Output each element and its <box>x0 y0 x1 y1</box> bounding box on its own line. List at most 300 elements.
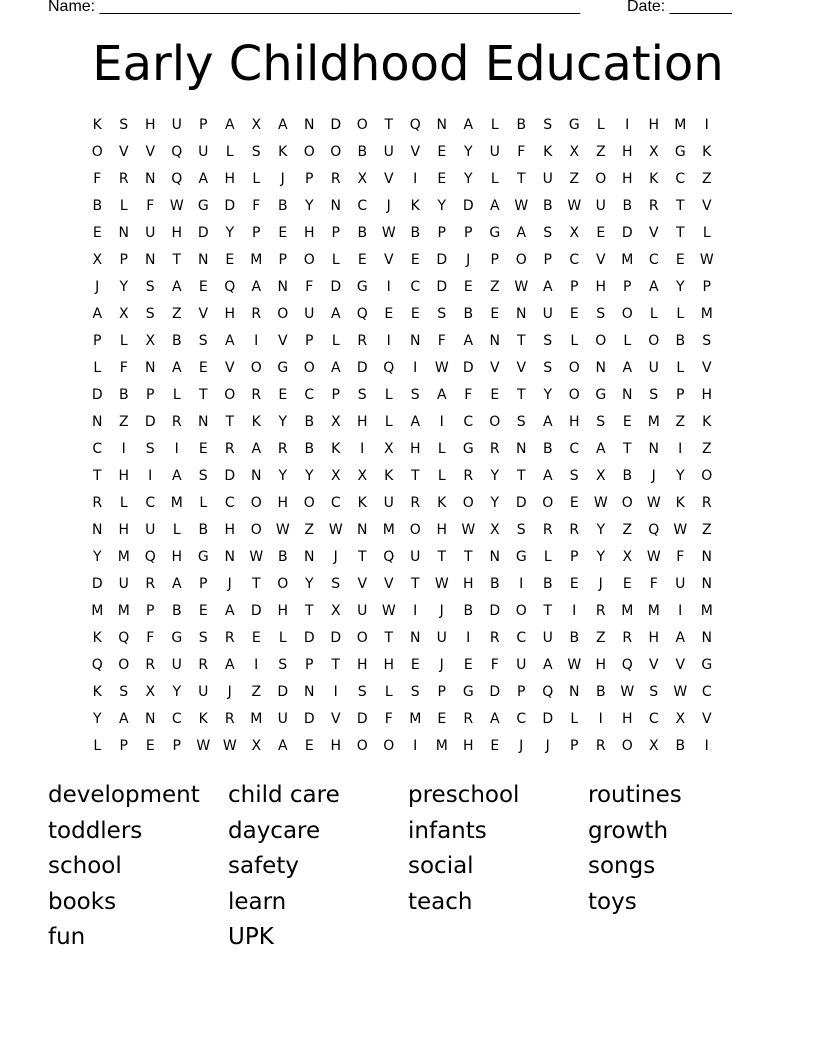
word-item: preschool <box>408 782 520 808</box>
grid-letter: N <box>516 306 527 322</box>
grid-letter: P <box>490 252 499 268</box>
grid-letter: D <box>197 225 209 241</box>
grid-letter: S <box>251 144 261 160</box>
grid-letter: I <box>254 657 259 673</box>
grid-letter: I <box>254 333 259 349</box>
word-item: books <box>48 888 117 915</box>
grid-letter: Z <box>304 522 315 538</box>
grid-letter: M <box>170 495 183 511</box>
grid-letter: D <box>144 414 156 430</box>
grid-letter: R <box>251 306 262 322</box>
grid-letter: M <box>382 522 395 538</box>
grid-letter: P <box>623 279 632 295</box>
grid-letter: E <box>92 225 102 241</box>
grid-letter: I <box>360 441 365 457</box>
grid-letter: G <box>674 144 686 160</box>
grid-letter: C <box>516 630 527 646</box>
name-field-label: Name: ______________________________________________________ <box>48 0 581 15</box>
grid-letter: I <box>333 684 338 700</box>
grid-letter: I <box>148 468 153 484</box>
grid-letter: S <box>649 684 659 700</box>
grid-letter: Q <box>383 549 395 565</box>
grid-letter: S <box>437 306 447 322</box>
grid-letter: Z <box>701 441 712 457</box>
grid-letter: H <box>462 738 474 754</box>
grid-letter: D <box>356 711 368 727</box>
grid-letter: U <box>304 306 315 322</box>
word-item: teach <box>408 888 473 915</box>
grid-letter: I <box>413 603 418 619</box>
grid-letter: W <box>249 549 264 565</box>
grid-letter: D <box>91 387 103 403</box>
grid-letter: W <box>275 522 290 538</box>
word-item: daycare <box>228 817 321 844</box>
grid-letter: H <box>303 225 315 241</box>
grid-letter: D <box>542 711 554 727</box>
grid-letter: U <box>542 306 553 322</box>
grid-letter: Y <box>172 684 182 700</box>
grid-letter: Q <box>171 144 183 160</box>
grid-letter: E <box>198 441 208 457</box>
grid-letter: T <box>225 414 235 430</box>
grid-letter: J <box>280 171 285 187</box>
grid-letter: E <box>225 252 235 268</box>
grid-letter: T <box>543 603 553 619</box>
grid-letter: I <box>598 711 603 727</box>
grid-letter: R <box>463 711 474 727</box>
grid-letter: A <box>463 333 474 349</box>
grid-letter: L <box>623 333 632 349</box>
grid-letter: O <box>621 738 633 754</box>
grid-letter: O <box>568 387 580 403</box>
word-item: child care <box>228 782 340 808</box>
grid-letter: H <box>436 522 448 538</box>
grid-letter: L <box>676 306 685 322</box>
grid-letter: P <box>119 738 128 754</box>
page-title: Early Childhood Education <box>92 36 724 92</box>
grid-letter: V <box>516 360 527 376</box>
grid-letter: U <box>648 360 659 376</box>
grid-letter: A <box>330 360 341 376</box>
grid-letter: Q <box>91 657 103 673</box>
grid-letter: W <box>699 252 714 268</box>
grid-letter: W <box>328 522 343 538</box>
grid-letter: U <box>357 603 368 619</box>
grid-letter: U <box>145 225 156 241</box>
grid-letter: Z <box>118 414 129 430</box>
grid-letter: K <box>278 144 288 160</box>
grid-letter: W <box>567 198 582 214</box>
grid-letter: H <box>621 171 633 187</box>
grid-letter: B <box>304 414 315 430</box>
grid-letter: N <box>304 549 315 565</box>
grid-letter: J <box>439 603 444 619</box>
grid-letter: O <box>303 360 315 376</box>
grid-letter: U <box>383 495 394 511</box>
grid-letter: F <box>93 171 102 187</box>
grid-letter: L <box>702 225 711 241</box>
grid-letter: V <box>701 711 712 727</box>
grid-letter: A <box>542 657 553 673</box>
grid-letter: W <box>222 738 237 754</box>
grid-letter: D <box>436 252 448 268</box>
grid-letter: L <box>119 198 128 214</box>
grid-letter: E <box>278 225 288 241</box>
grid-letter: G <box>489 225 501 241</box>
word-item: development <box>48 782 200 808</box>
grid-letter: B <box>171 603 182 619</box>
grid-letter: U <box>145 522 156 538</box>
grid-letter: A <box>622 360 633 376</box>
grid-letter: P <box>93 333 102 349</box>
grid-row <box>84 112 720 139</box>
grid-letter: U <box>675 576 686 592</box>
grid-letter: G <box>701 657 713 673</box>
grid-letter: Q <box>409 117 421 133</box>
grid-letter: C <box>330 495 341 511</box>
grid-letter: E <box>622 576 632 592</box>
grid-letter: B <box>277 549 288 565</box>
grid-letter: A <box>171 279 182 295</box>
grid-letter: S <box>145 306 155 322</box>
grid-letter: K <box>331 441 341 457</box>
grid-letter: O <box>515 252 527 268</box>
grid-letter: R <box>251 387 262 403</box>
grid-letter: H <box>224 171 236 187</box>
grid-letter: L <box>490 117 499 133</box>
grid-row <box>84 193 720 220</box>
grid-letter: T <box>304 603 314 619</box>
grid-letter: M <box>700 306 713 322</box>
grid-letter: N <box>145 711 156 727</box>
grid-letter: W <box>646 495 661 511</box>
grid-letter: O <box>568 360 580 376</box>
grid-letter: O <box>515 603 527 619</box>
grid-letter: A <box>516 225 527 241</box>
grid-letter: U <box>542 171 553 187</box>
grid-letter: L <box>437 468 446 484</box>
grid-letter: O <box>621 306 633 322</box>
grid-letter: R <box>330 171 341 187</box>
grid-letter: T <box>516 171 526 187</box>
grid-letter: R <box>198 657 209 673</box>
grid-letter: T <box>675 225 685 241</box>
grid-letter: O <box>224 387 236 403</box>
grid-letter: N <box>357 522 368 538</box>
grid-letter: D <box>436 279 448 295</box>
grid-letter: J <box>598 576 603 592</box>
grid-letter: M <box>117 603 130 619</box>
grid-row <box>84 355 720 382</box>
grid-letter: O <box>383 738 395 754</box>
grid-letter: J <box>545 738 550 754</box>
grid-letter: O <box>621 495 633 511</box>
grid-letter: K <box>357 495 367 511</box>
grid-letter: O <box>277 576 289 592</box>
grid-row <box>84 652 720 679</box>
grid-letter: U <box>171 657 182 673</box>
grid-row <box>84 409 720 436</box>
grid-letter: V <box>145 144 156 160</box>
grid-letter: R <box>145 576 156 592</box>
grid-letter: L <box>596 117 605 133</box>
grid-letter: X <box>145 333 156 349</box>
grid-letter: P <box>570 279 579 295</box>
grid-letter: O <box>356 117 368 133</box>
grid-letter: S <box>569 468 579 484</box>
grid-row <box>84 490 720 517</box>
grid-letter: E <box>410 252 420 268</box>
grid-row <box>84 436 720 463</box>
grid-letter: Y <box>437 198 447 214</box>
grid-letter: M <box>409 711 422 727</box>
grid-letter: K <box>543 144 553 160</box>
grid-letter: X <box>118 306 129 322</box>
grid-letter: R <box>489 441 500 457</box>
grid-letter: Y <box>675 279 685 295</box>
grid-letter: E <box>198 279 208 295</box>
grid-letter: W <box>620 684 635 700</box>
grid-letter: E <box>437 711 447 727</box>
grid-letter: T <box>198 387 208 403</box>
grid-letter: A <box>489 198 500 214</box>
grid-letter: B <box>277 198 288 214</box>
grid-letter: N <box>701 630 712 646</box>
grid-letter: S <box>198 630 208 646</box>
word-item: UPK <box>228 924 274 950</box>
grid-letter: S <box>543 117 553 133</box>
grid-letter: O <box>303 252 315 268</box>
grid-letter: L <box>570 333 579 349</box>
grid-row <box>84 274 720 301</box>
grid-letter: B <box>92 198 103 214</box>
grid-letter: A <box>224 117 235 133</box>
grid-letter: T <box>331 657 341 673</box>
grid-letter: K <box>251 414 261 430</box>
grid-letter: J <box>439 657 444 673</box>
grid-letter: M <box>117 549 130 565</box>
grid-letter: H <box>621 144 633 160</box>
grid-letter: O <box>542 495 554 511</box>
grid-letter: G <box>277 360 289 376</box>
grid-letter: A <box>224 603 235 619</box>
grid-letter: E <box>596 225 606 241</box>
grid-letter: X <box>569 225 580 241</box>
grid-letter: B <box>622 468 633 484</box>
grid-letter: M <box>674 117 687 133</box>
grid-letter: R <box>171 414 182 430</box>
grid-letter: O <box>462 495 474 511</box>
grid-letter: B <box>489 576 500 592</box>
grid-letter: L <box>278 630 287 646</box>
grid-letter: K <box>649 171 659 187</box>
grid-letter: D <box>462 198 474 214</box>
grid-row <box>84 517 720 544</box>
grid-letter: T <box>384 630 394 646</box>
word-item: safety <box>228 853 299 879</box>
date-field-label: Date: _______ <box>627 0 732 15</box>
grid-letter: H <box>595 279 607 295</box>
grid-letter: P <box>702 279 711 295</box>
grid-letter: G <box>356 279 368 295</box>
grid-letter: E <box>622 414 632 430</box>
grid-letter: V <box>198 306 209 322</box>
grid-row <box>84 139 720 166</box>
grid-letter: J <box>227 684 232 700</box>
grid-letter: L <box>437 441 446 457</box>
grid-letter: Z <box>595 144 606 160</box>
grid-letter: F <box>517 144 526 160</box>
grid-letter: S <box>516 522 526 538</box>
grid-letter: E <box>278 387 288 403</box>
grid-letter: V <box>224 360 235 376</box>
grid-letter: U <box>277 711 288 727</box>
grid-letter: N <box>595 360 606 376</box>
grid-letter: N <box>304 684 315 700</box>
grid-letter: V <box>595 252 606 268</box>
grid-letter: Q <box>356 306 368 322</box>
grid-letter: B <box>463 306 474 322</box>
grid-letter: A <box>92 306 103 322</box>
grid-letter: H <box>356 657 368 673</box>
grid-letter: X <box>357 468 368 484</box>
grid-letter: L <box>649 306 658 322</box>
grid-letter: O <box>595 333 607 349</box>
grid-letter: X <box>383 441 394 457</box>
grid-letter: Z <box>622 522 633 538</box>
grid-letter: O <box>250 360 262 376</box>
grid-letter: Y <box>596 549 606 565</box>
grid-letter: S <box>145 441 155 457</box>
grid-letter: J <box>651 468 656 484</box>
grid-letter: Z <box>701 522 712 538</box>
grid-letter: O <box>250 522 262 538</box>
grid-letter: E <box>490 387 500 403</box>
grid-letter: R <box>224 441 235 457</box>
grid-letter: E <box>410 306 420 322</box>
grid-letter: U <box>516 657 527 673</box>
grid-letter: V <box>383 576 394 592</box>
grid-letter: R <box>118 171 129 187</box>
grid-letter: T <box>437 549 447 565</box>
grid-letter: I <box>466 630 471 646</box>
grid-letter: P <box>305 333 314 349</box>
grid-letter: Y <box>675 468 685 484</box>
grid-letter: Y <box>463 144 473 160</box>
grid-letter: Z <box>171 306 182 322</box>
grid-letter: F <box>384 711 393 727</box>
grid-letter: H <box>171 549 183 565</box>
grid-letter: D <box>621 225 633 241</box>
grid-letter: X <box>648 144 659 160</box>
grid-letter: S <box>198 333 208 349</box>
grid-letter: H <box>224 522 236 538</box>
grid-letter: P <box>543 252 552 268</box>
grid-letter: H <box>568 414 580 430</box>
grid-letter: B <box>622 198 633 214</box>
grid-letter: J <box>95 279 100 295</box>
grid-letter: W <box>434 360 449 376</box>
grid-letter: U <box>410 549 421 565</box>
word-item: toys <box>588 888 637 915</box>
grid-letter: W <box>673 522 688 538</box>
grid-letter: V <box>277 333 288 349</box>
grid-letter: J <box>519 738 524 754</box>
grid-letter: P <box>570 549 579 565</box>
grid-letter: L <box>331 252 340 268</box>
grid-letter: K <box>675 495 685 511</box>
grid-letter: C <box>304 387 315 403</box>
grid-letter: R <box>542 522 553 538</box>
grid-letter: W <box>593 495 608 511</box>
grid-letter: X <box>675 711 686 727</box>
grid-letter: N <box>569 684 580 700</box>
grid-letter: D <box>330 630 342 646</box>
grid-letter: A <box>436 387 447 403</box>
grid-letter: F <box>119 360 128 376</box>
grid-letter: C <box>569 441 580 457</box>
grid-letter: L <box>384 414 393 430</box>
grid-letter: M <box>435 738 448 754</box>
grid-letter: H <box>330 738 342 754</box>
grid-letter: Y <box>463 171 473 187</box>
grid-letter: I <box>439 414 444 430</box>
grid-letter: N <box>145 360 156 376</box>
grid-row <box>84 544 720 571</box>
grid-letter: S <box>543 225 553 241</box>
grid-letter: W <box>381 603 396 619</box>
grid-letter: K <box>198 711 208 727</box>
grid-letter: S <box>596 414 606 430</box>
grid-letter: E <box>145 738 155 754</box>
grid-letter: B <box>357 225 368 241</box>
grid-letter: A <box>489 711 500 727</box>
grid-letter: C <box>463 414 474 430</box>
grid-letter: A <box>118 711 129 727</box>
grid-letter: N <box>198 252 209 268</box>
grid-letter: N <box>410 630 421 646</box>
grid-letter: U <box>198 684 209 700</box>
grid-letter: D <box>515 495 527 511</box>
grid-row <box>84 733 720 760</box>
grid-letter: F <box>490 657 499 673</box>
grid-letter: E <box>490 306 500 322</box>
grid-letter: U <box>595 198 606 214</box>
grid-letter: A <box>595 441 606 457</box>
grid-letter: A <box>277 117 288 133</box>
grid-letter: C <box>224 495 235 511</box>
grid-letter: D <box>489 684 501 700</box>
grid-letter: S <box>145 279 155 295</box>
grid-letter: D <box>250 603 262 619</box>
grid-letter: B <box>410 225 421 241</box>
grid-letter: C <box>648 252 659 268</box>
grid-letter: V <box>330 711 341 727</box>
grid-letter: Q <box>171 171 183 187</box>
grid-letter: H <box>144 117 156 133</box>
grid-letter: U <box>383 144 394 160</box>
grid-letter: K <box>92 117 102 133</box>
grid-letter: N <box>92 414 103 430</box>
grid-letter: Z <box>595 630 606 646</box>
grid-letter: N <box>489 333 500 349</box>
grid-letter: P <box>305 171 314 187</box>
grid-letter: Z <box>251 684 262 700</box>
grid-letter: D <box>303 630 315 646</box>
grid-letter: T <box>410 468 420 484</box>
grid-letter: O <box>118 657 130 673</box>
grid-letter: Z <box>675 414 686 430</box>
